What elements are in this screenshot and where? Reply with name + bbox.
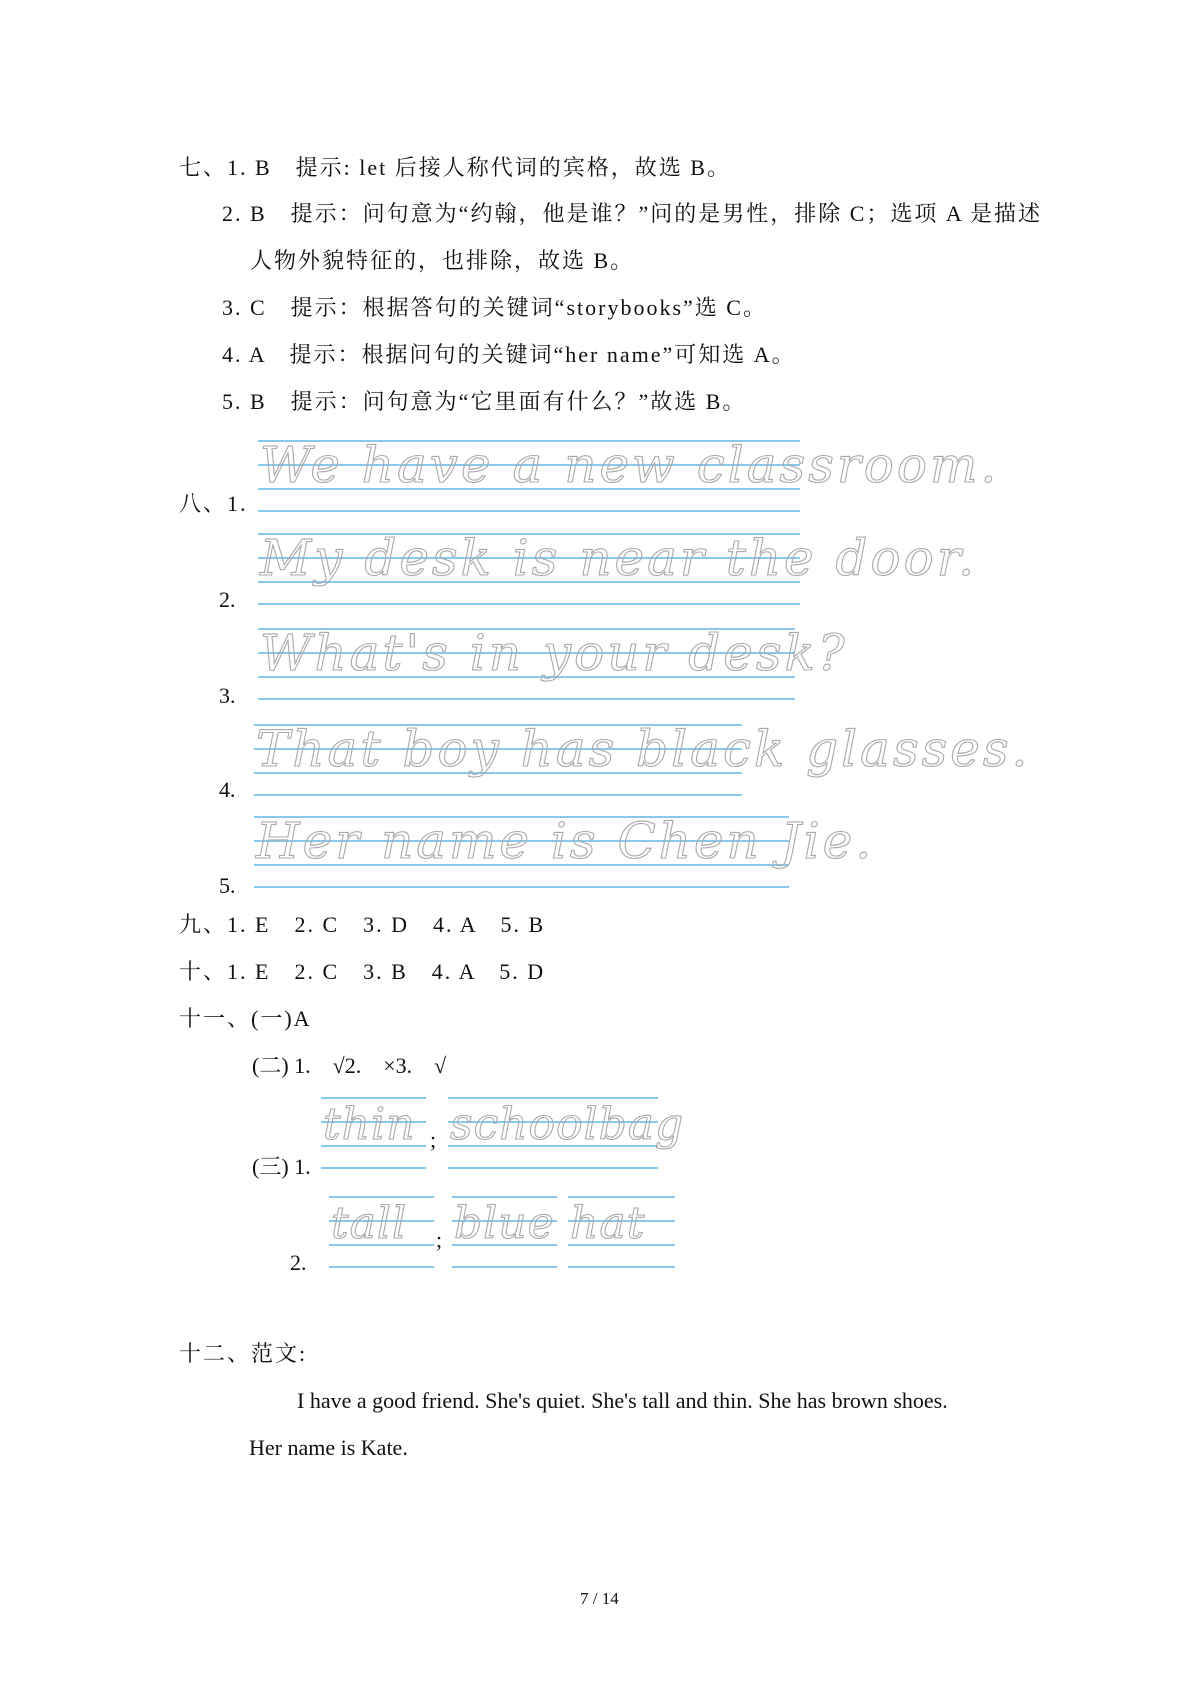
separator-2: ; [436, 1227, 443, 1252]
word-hat: hat [570, 1198, 646, 1249]
handwriting-sentence-2: My desk is near the door. [260, 529, 978, 587]
sec8-label-4: 4. [219, 777, 236, 802]
handwriting-sentence-5: Her name is Chen Jie. [256, 812, 875, 870]
handwriting-sentence-3: What's in your desk? [260, 624, 848, 682]
handwriting-sentence-4: That boy has black glasses. [256, 720, 1031, 778]
handwriting-sentence-1: We have a new classroom. [260, 436, 1000, 494]
handwriting-word-blue [452, 1196, 557, 1268]
sec11-part3-label: (三) 1. [252, 1154, 311, 1179]
sec7-q1: 七、1. B 提示: let 后接人称代词的宾格，故选 B。 [179, 155, 731, 180]
handwriting-band-3 [258, 624, 848, 700]
sec7-q5: 5. B 提示：问句意为“它里面有什么？”故选 B。 [222, 389, 747, 414]
handwriting-band-2 [258, 529, 978, 605]
handwriting-word-thin [321, 1097, 426, 1169]
sec8-label-3: 3. [219, 683, 236, 708]
sec12-essay-line1: I have a good friend. She's quiet. She's tall and thin. She has brown shoes. [297, 1388, 948, 1413]
sec12-title: 十二、范文: [179, 1341, 308, 1366]
sec8-label-2: 2. [219, 587, 236, 612]
sec11-item2-label: 2. [290, 1250, 307, 1275]
sec10-answers: 十、1. E 2. C 3. B 4. A 5. D [179, 959, 546, 984]
sec9-answers: 九、1. E 2. C 3. D 4. A 5. B [179, 912, 546, 937]
word-thin: thin [323, 1099, 416, 1150]
sec8-label-1: 八、1. [179, 491, 248, 516]
sec7-q4: 4. A 提示：根据问句的关键词“her name”可知选 A。 [222, 342, 796, 367]
sec8-label-5: 5. [219, 873, 236, 898]
handwriting-word-hat [568, 1196, 675, 1268]
sec7-q2-line1: 2. B 提示：问句意为“约翰，他是谁？”问的是男性，排除 C；选项 A 是描述 [222, 201, 1043, 226]
handwriting-band-4 [254, 720, 1031, 796]
sec7-q3: 3. C 提示：根据答句的关键词“storybooks”选 C。 [222, 295, 767, 320]
handwriting-band-5 [254, 812, 875, 888]
word-schoolbag: schoolbag [450, 1099, 685, 1150]
word-blue: blue [454, 1198, 555, 1249]
sec7-q2-line2: 人物外貌特征的，也排除，故选 B。 [250, 248, 635, 273]
word-tall: tall [331, 1198, 408, 1249]
handwriting-word-schoolbag [448, 1097, 685, 1169]
separator-1: ; [430, 1127, 437, 1152]
sec11-part1: 十一、(一)A [179, 1006, 312, 1031]
page-number: 7 / 14 [580, 1589, 619, 1608]
sec11-part2: (二) 1. √2. ×3. √ [252, 1053, 447, 1078]
sec12-essay-line2: Her name is Kate. [249, 1435, 408, 1460]
handwriting-band-1 [258, 436, 1000, 512]
handwriting-word-tall [329, 1196, 434, 1268]
